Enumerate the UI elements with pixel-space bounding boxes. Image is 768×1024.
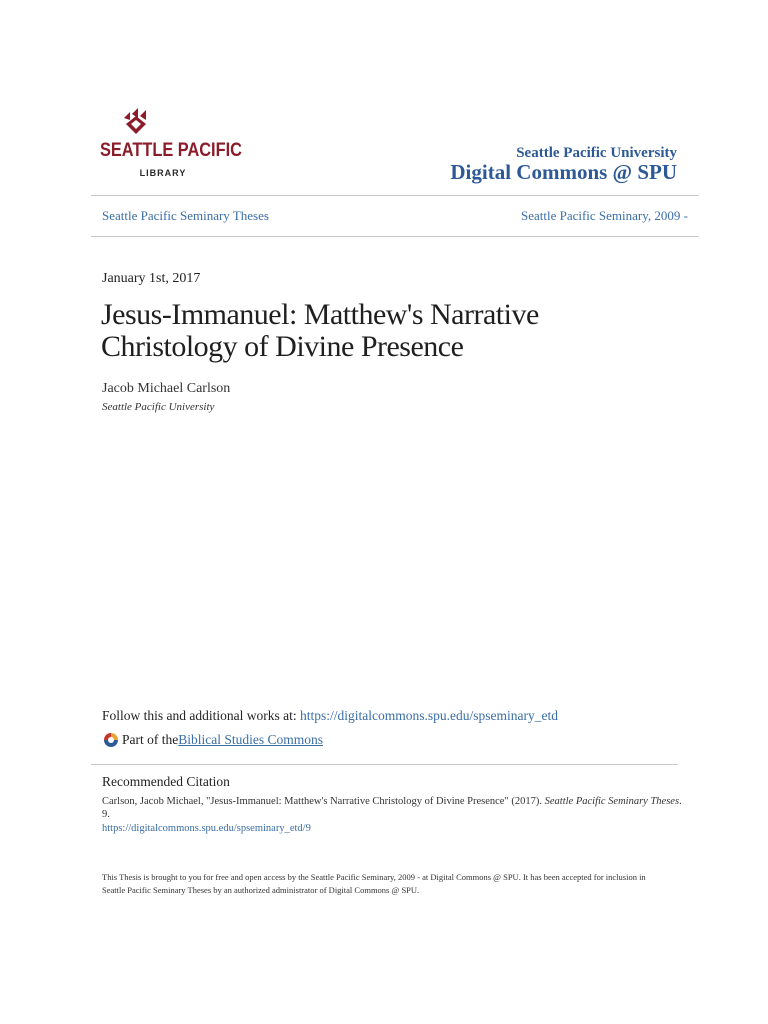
logo-subtitle: LIBRARY [139, 168, 187, 178]
follow-line [102, 708, 558, 724]
university-link[interactable]: Seattle Pacific University [516, 145, 677, 161]
part-of-line [102, 731, 323, 749]
citation-url-link[interactable]: https://digitalcommons.spu.edu/spseminary_etd/9 [102, 823, 311, 834]
follow-url-link[interactable]: https://digitalcommons.spu.edu/spseminary_etd [300, 708, 558, 723]
author-name: Jacob Michael Carlson [102, 381, 231, 396]
page-title: Jesus-Immanuel: Matthew's Narrative Christology of Divine Presence [101, 298, 539, 363]
citation-series: Seattle Pacific Seminary Theses [544, 796, 680, 807]
header-divider [91, 195, 699, 196]
author-affiliation: Seattle Pacific University [102, 401, 215, 413]
citation-number: . 9. [102, 796, 682, 820]
repository-link[interactable]: Digital Commons @ SPU [450, 160, 677, 184]
breadcrumb-series-link[interactable]: Seattle Pacific Seminary Theses [102, 208, 269, 223]
seattle-pacific-library-logo [100, 108, 242, 180]
citation-heading: Recommended Citation [102, 774, 230, 789]
biblical-studies-commons-link[interactable]: Biblical Studies Commons [178, 732, 324, 747]
logo-wordmark: SEATTLE PACIFIC [100, 140, 242, 161]
citation-main: Carlson, Jacob Michael, "Jesus-Immanuel: Matthew's Narrative Christology of Divine Presence" (2017). [102, 796, 545, 807]
follow-label: Follow this and additional works at: [102, 708, 300, 723]
citation-text [102, 795, 682, 821]
access-statement: This Thesis is brought to you for free and open access by the Seattle Pacific Seminary, 2009 - at Digital Commons @ SPU. It has been accepted for inclusion in Seattle Pacific Seminary Theses by an authorized administrator of Digital Commons @ SPU. [102, 872, 646, 895]
publication-date: January 1st, 2017 [102, 271, 201, 286]
part-of-label: Part of the [122, 732, 179, 747]
network-commons-icon [102, 731, 120, 749]
breadcrumb-divider [91, 236, 699, 237]
flame-mark-icon [120, 108, 152, 136]
breadcrumb-department-link[interactable]: Seattle Pacific Seminary, 2009 - [520, 208, 688, 223]
citation-divider [91, 764, 678, 765]
